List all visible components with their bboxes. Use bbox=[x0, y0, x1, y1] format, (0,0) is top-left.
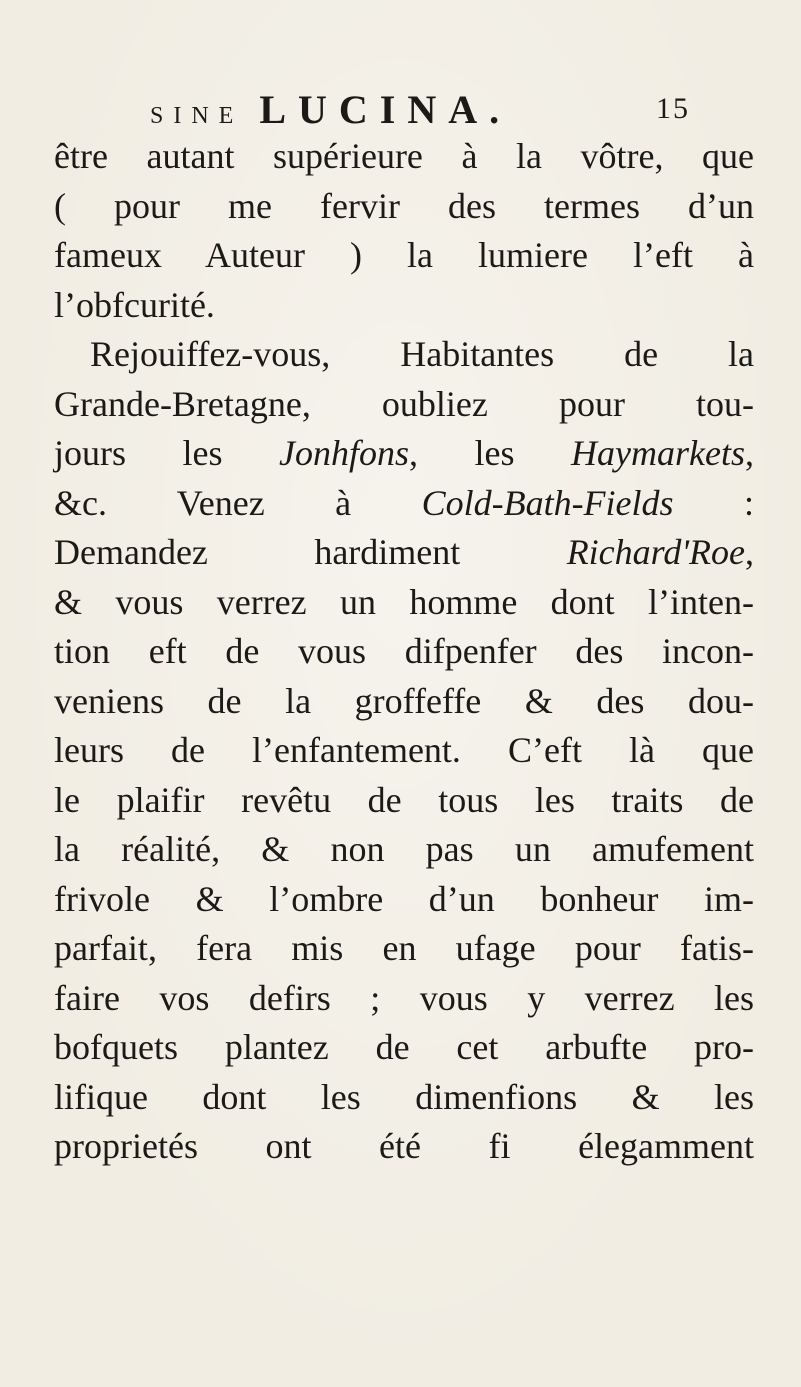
running-head bbox=[150, 86, 690, 132]
text-line: le plaifir revêtu de tous les traits de bbox=[54, 779, 754, 820]
text-segment-italic: Jonhfons bbox=[279, 433, 410, 473]
text-line: ( pour me fervir des termes d’un bbox=[54, 185, 754, 226]
running-title-prefix: SINE bbox=[150, 103, 260, 129]
running-title bbox=[150, 86, 511, 133]
text-line: Grande-Bretagne, oubliez pour tou- bbox=[54, 383, 754, 424]
text-line: leurs de l’enfantement. C’eft là que bbox=[54, 730, 754, 770]
text-line: frivole & l’ombre d’un bonheur im- bbox=[54, 878, 754, 919]
text-segment: , bbox=[745, 532, 754, 572]
text-line: & vous verrez un homme dont l’inten- bbox=[54, 581, 754, 622]
text-segment: : bbox=[673, 482, 754, 523]
text-line: veniens de la groffeffe & des dou- bbox=[54, 680, 754, 721]
text-segment: , bbox=[744, 433, 754, 473]
text-line bbox=[54, 429, 754, 479]
text-line: tion eft de vous difpenfer des incon- bbox=[54, 631, 754, 671]
page-number: 15 bbox=[656, 92, 690, 125]
text-line: être autant supérieure à la vôtre, que bbox=[54, 136, 754, 176]
text-line bbox=[54, 479, 754, 529]
text-segment: Demandez hardiment bbox=[54, 532, 567, 572]
text-segment-italic: Richard'Roe bbox=[566, 532, 745, 572]
text-line: bofquets plantez de cet arbufte pro- bbox=[54, 1027, 754, 1067]
text-line: l’obfcurité. bbox=[54, 284, 215, 325]
text-line: proprietés ont été fi élegamment bbox=[54, 1126, 754, 1166]
text-line: lifique dont les dimenfions & les bbox=[54, 1076, 754, 1117]
text-line: fameux Auteur ) la lumiere l’eft à bbox=[54, 235, 754, 275]
body-text bbox=[54, 132, 754, 1172]
text-line: la réalité, & non pas un amufement bbox=[54, 829, 754, 869]
text-line: parfait, fera mis en ufage pour fatis- bbox=[54, 928, 754, 968]
text-segment-italic: Haymarkets bbox=[571, 433, 745, 473]
text-line: faire vos defirs ; vous y verrez les bbox=[54, 977, 754, 1018]
text-segment-italic: Cold-Bath-Fields bbox=[421, 482, 674, 523]
text-segment: , les bbox=[409, 433, 572, 473]
text-line bbox=[54, 528, 754, 578]
text-segment: &c. Venez à bbox=[54, 482, 422, 523]
text-line-paragraph-start: Rejouiffez-vous, Habitantes de la bbox=[90, 334, 754, 374]
running-title-main: LUCINA. bbox=[259, 87, 512, 132]
text-segment: jours les bbox=[54, 433, 280, 473]
